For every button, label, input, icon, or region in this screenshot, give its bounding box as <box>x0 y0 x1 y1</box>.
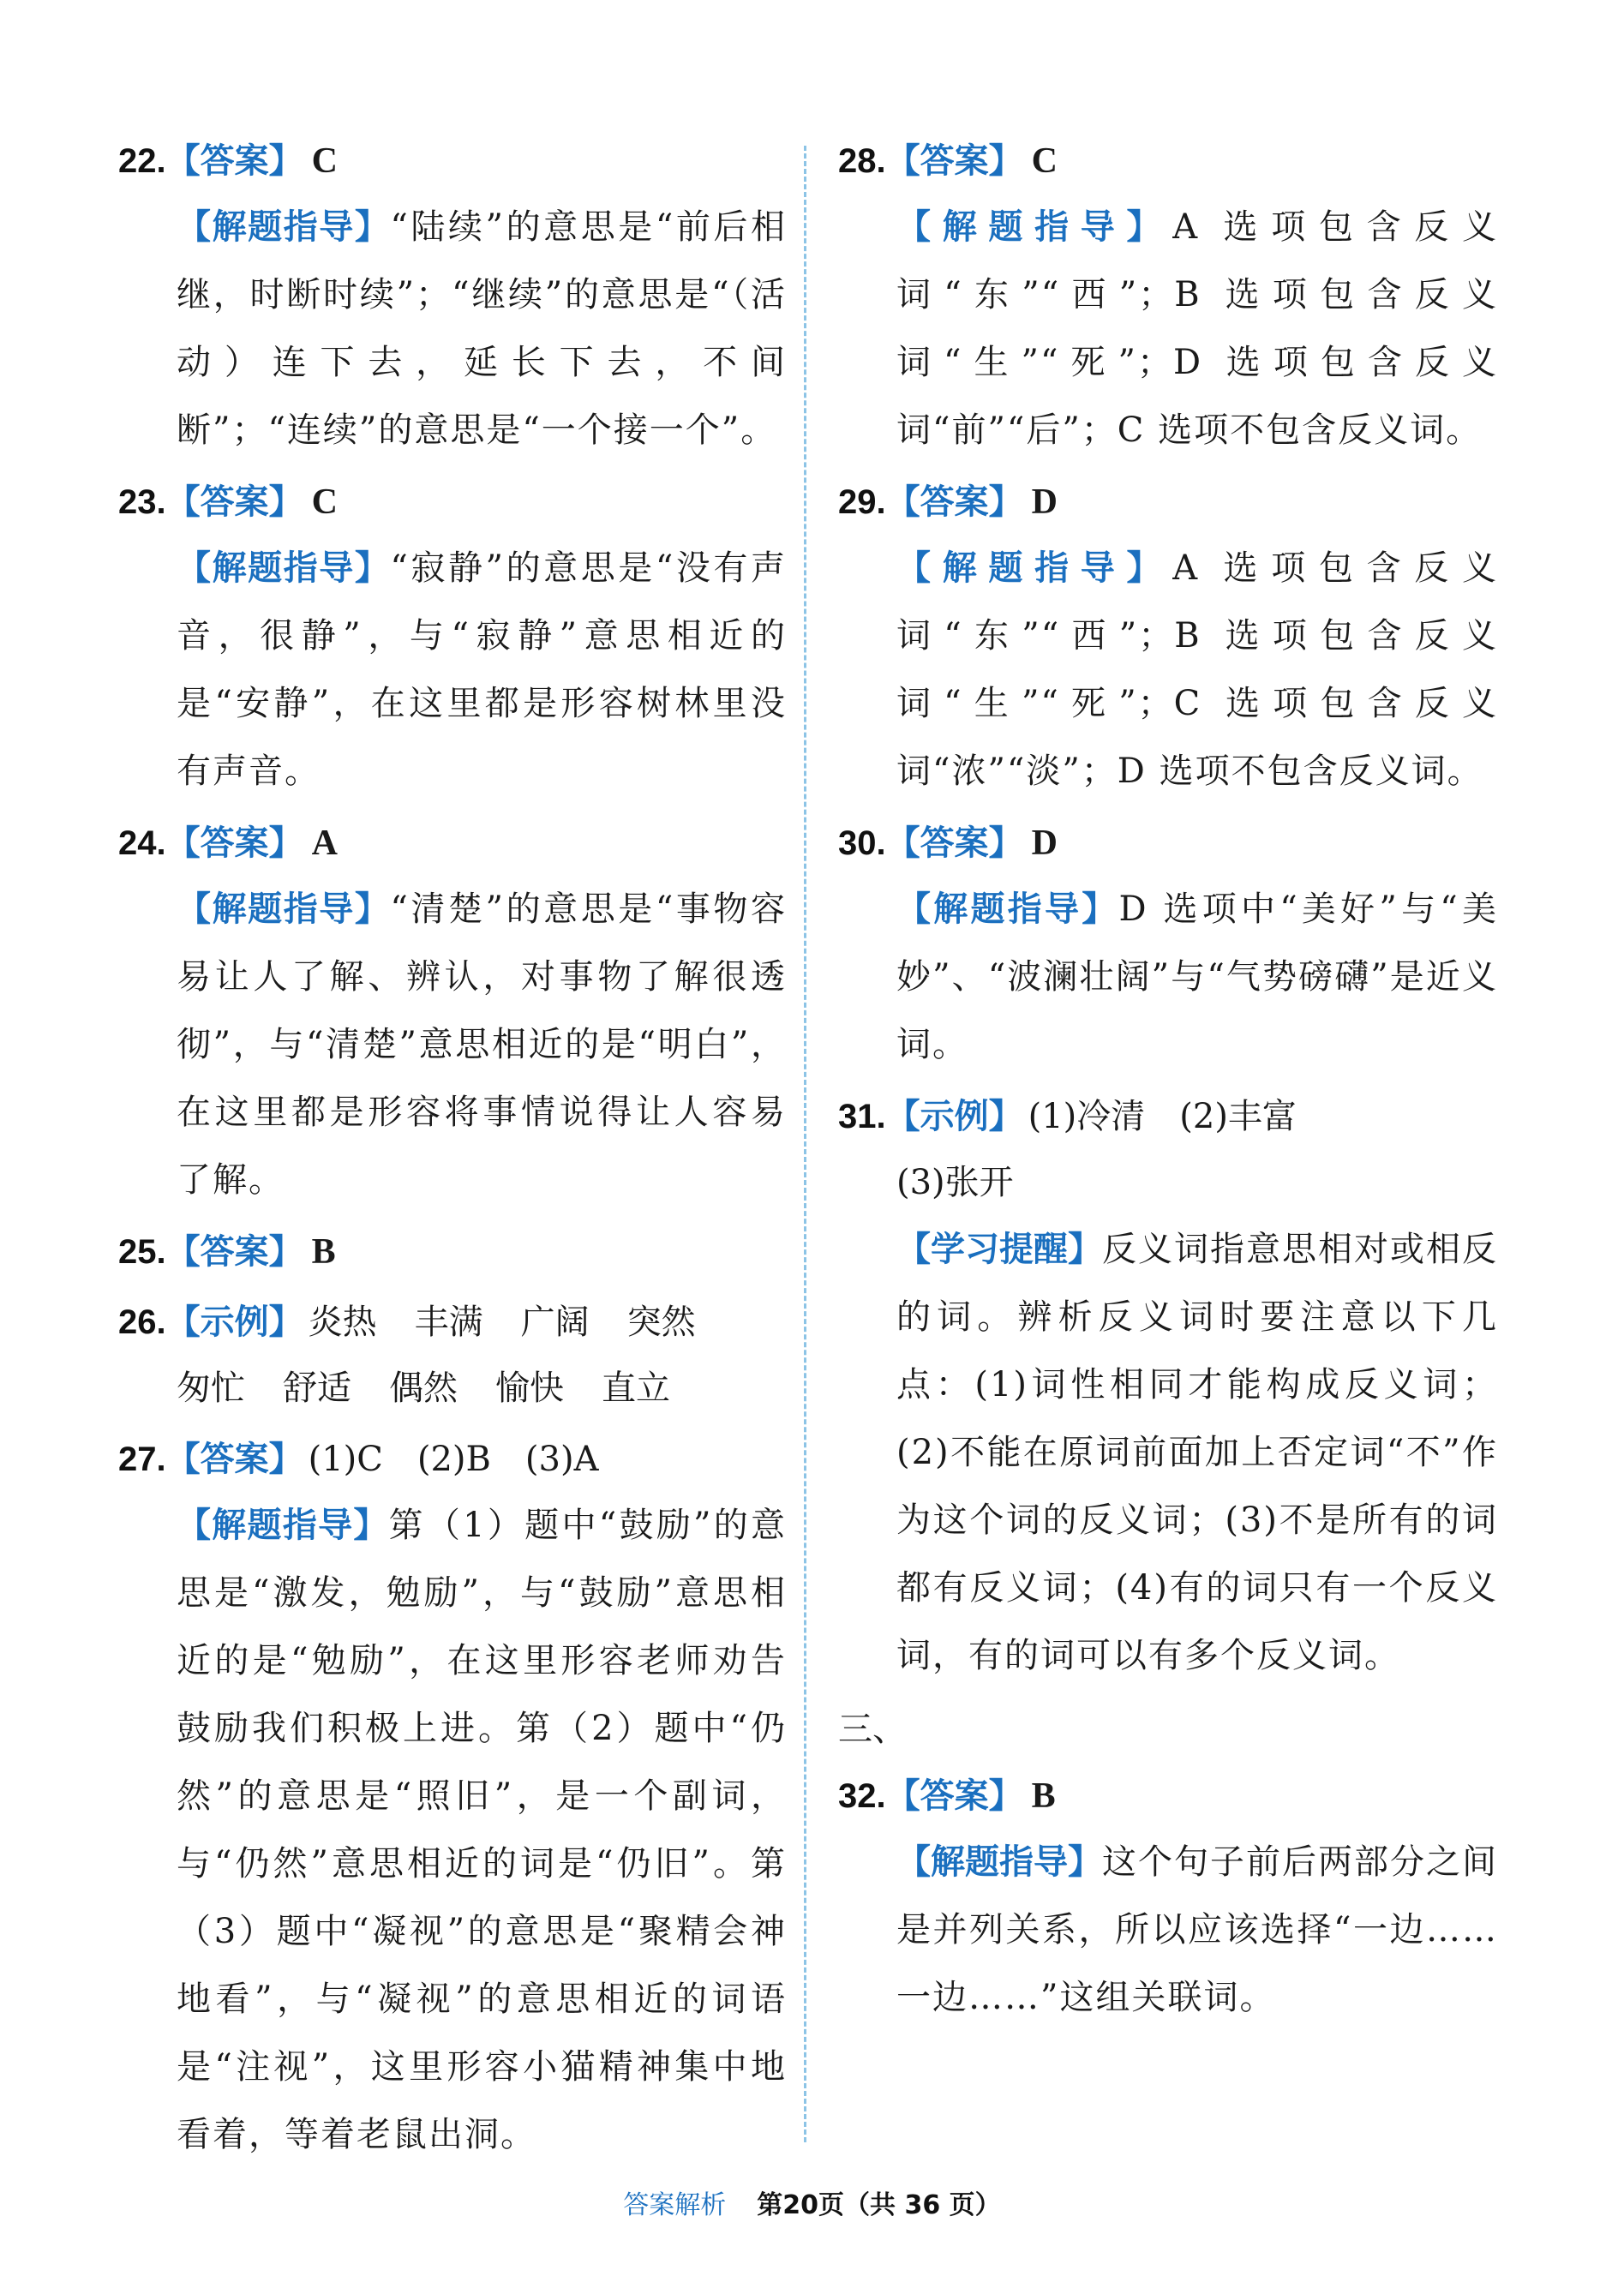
example-words-line-2: 匆忙 舒适 偶然 愉快 直立 <box>177 1369 670 1408</box>
guide-tag: 【解题指导】 <box>896 889 1119 929</box>
answer-tag: 【答案】 <box>165 482 303 522</box>
answer-tag: 【答案】 <box>885 141 1023 181</box>
section-heading: 三、 <box>838 1710 907 1749</box>
example-words-line-1: 炎热 丰满 广阔 突然 <box>308 1303 696 1342</box>
question-31 <box>838 1084 1498 1690</box>
page-footer <box>0 2183 1624 2221</box>
question-number: 22. <box>118 142 166 180</box>
guide-text: 【解题指导】“陆续”的意思是“前后相继，时断时续”；“继续”的意思是“（活动）连下去，延长下去，不间断”；“连续”的意思是“一个接一个”。 <box>177 207 787 450</box>
right-column <box>838 129 1498 2037</box>
question-number: 31. <box>838 1098 886 1135</box>
question-30 <box>838 811 1498 1079</box>
question-27 <box>118 1427 787 2169</box>
guide-tag: 【解题指导】 <box>896 548 1173 588</box>
page-number: 第20页（共 36 页） <box>757 2190 1001 2220</box>
answer-value: B <box>311 1232 336 1272</box>
guide-tag: 【解题指导】 <box>177 207 391 247</box>
question-number: 24. <box>118 824 166 862</box>
answer-tag: 【答案】 <box>165 1232 303 1272</box>
question-25 <box>118 1219 787 1285</box>
guide-tag: 【解题指导】 <box>896 1842 1102 1882</box>
guide-tag: 【解题指导】 <box>896 207 1173 247</box>
question-number: 26. <box>118 1303 166 1341</box>
answer-value: (1)C (2)B (3)A <box>308 1440 599 1479</box>
question-number: 23. <box>118 483 166 521</box>
question-number: 30. <box>838 824 886 862</box>
question-number: 27. <box>118 1440 166 1478</box>
guide-text: 【解题指导】A 选项包含反义词“东”“西”；B 选项包含反义词“生”“死”；C 选项包含反义词“浓”“淡”；D 选项不包含反义词。 <box>896 548 1498 791</box>
example-tag: 【示例】 <box>165 1303 303 1342</box>
question-number: 25. <box>118 1233 166 1271</box>
question-22 <box>118 129 787 464</box>
example-answer-line-2: (3)张开 <box>896 1163 1014 1202</box>
answer-value: B <box>1031 1776 1056 1816</box>
left-column <box>118 129 787 2174</box>
study-tip-tag: 【学习提醒】 <box>896 1230 1102 1269</box>
answer-value: D <box>1031 824 1058 863</box>
guide-text: 【解题指导】第（1）题中“鼓励”的意思是“激发，勉励”，与“鼓励”意思相近的是“勉励”，在这里形容老师劝告鼓励我们积极上进。第（2）题中“仍然”的意思是“照旧”，是一个副词，与“仍然”意思相近的词是“仍旧”。第（3）题中“凝视”的意思是“聚精会神地看”，与“凝视”的意思相近的词语是“注视”，这里形容小猫精神集中地看着，等着老鼠出洞。 <box>177 1506 787 2154</box>
guide-text: 【解题指导】“寂静”的意思是“没有声音，很静”，与“寂静”意思相近的是“安静”，在这里都是形容树林里没有声音。 <box>177 548 787 791</box>
study-tip-text: 【学习提醒】反义词指意思相对或相反的词。辨析反义词时要注意以下几点：(1)词性相同才能构成反义词；(2)不能在原词前面加上否定词“不”作为这个词的反义词；(3)不是所有的词都有反义词；(4)有的词只有一个反义词，有的词可以有多个反义词。 <box>896 1230 1498 1675</box>
guide-tag: 【解题指导】 <box>177 1506 389 1545</box>
example-answer: (1)冷清 (2)丰富 <box>1028 1097 1297 1136</box>
guide-text: 【解题指导】D 选项中“美好”与“美妙”、“波澜壮阔”与“气势磅礴”是近义词。 <box>896 889 1498 1064</box>
answer-value: C <box>1031 141 1058 181</box>
question-26 <box>118 1290 787 1422</box>
question-number: 28. <box>838 142 886 180</box>
guide-text: 【解题指导】这个句子前后两部分之间是并列关系，所以应该选择“一边……一边……”这组关联词。 <box>896 1842 1498 2017</box>
question-24 <box>118 811 787 1214</box>
guide-text: 【解题指导】A 选项包含反义词“东”“西”；B 选项包含反义词“生”“死”；D 选项包含反义词“前”“后”；C 选项不包含反义词。 <box>896 207 1498 450</box>
guide-text: 【解题指导】“清楚”的意思是“事物容易让人了解、辨认，对事物了解很透彻”，与“清楚”意思相近的是“明白”，在这里都是形容将事情说得让人容易了解。 <box>177 889 787 1200</box>
question-number: 29. <box>838 483 886 521</box>
question-28 <box>838 129 1498 464</box>
question-32 <box>838 1764 1498 2032</box>
answer-tag: 【答案】 <box>165 141 303 181</box>
column-divider <box>804 146 806 2142</box>
answer-value: D <box>1031 482 1058 522</box>
example-tag: 【示例】 <box>885 1097 1023 1136</box>
answer-tag: 【答案】 <box>885 1776 1023 1816</box>
answer-value: C <box>311 482 338 522</box>
answer-tag: 【答案】 <box>885 482 1023 522</box>
question-23 <box>118 470 787 806</box>
question-29 <box>838 470 1498 806</box>
guide-tag: 【解题指导】 <box>177 889 391 929</box>
answer-tag: 【答案】 <box>885 824 1023 863</box>
answer-tag: 【答案】 <box>165 1440 303 1479</box>
answer-value: A <box>311 824 338 863</box>
answer-value: C <box>311 141 338 181</box>
answer-tag: 【答案】 <box>165 824 303 863</box>
footer-section-label: 答案解析 <box>623 2190 727 2220</box>
question-number: 32. <box>838 1777 886 1815</box>
guide-tag: 【解题指导】 <box>177 548 391 588</box>
